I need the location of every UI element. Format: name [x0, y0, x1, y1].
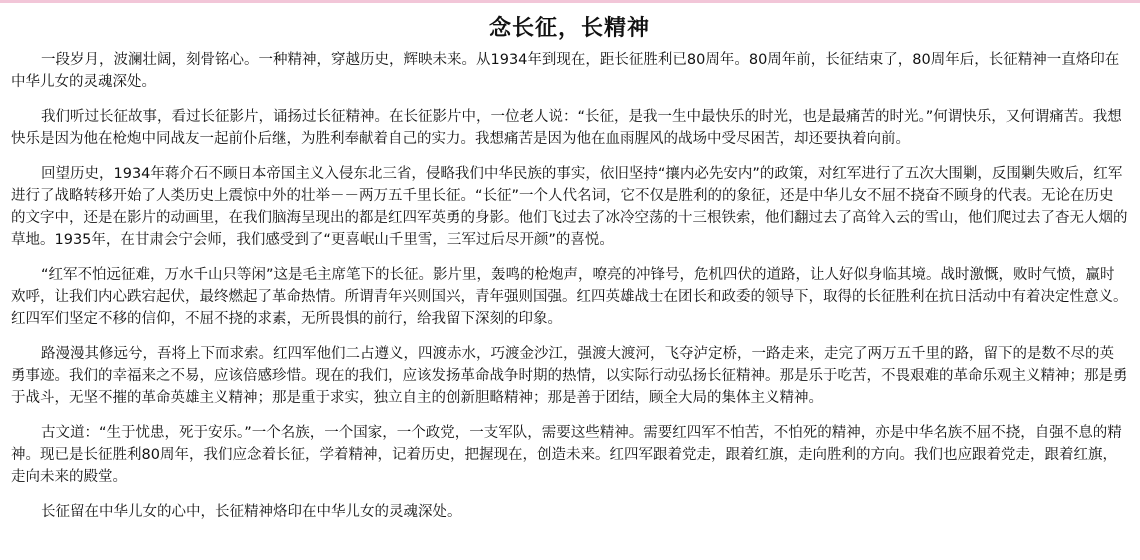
paragraph-3: 回望历史，1934年蒋介石不顾日本帝国主义入侵东北三省，侵略我们中华民族的事实，依旧坚持“攘内必先安内”的政策，对红军进行了五次大围剿，反围剿失败后，红军进行了战略转移开始了人类历史上震惊中外的壮举－－两万五千里长征。“长征”一个人代名词，它不仅是胜利的的象征，还是中华儿女不屈不挠奋不顾身的代表。无论在历史的文字中，还是在影片的动画里，在我们脑海呈现出的都是红四军英勇的身影。他们飞过去了冰冷空荡的十三根铁索，他们翻过去了高耸入云的雪山，他们爬过去了杳无人烟的草地。1935年，在甘肃会宁会师，我们感受到了“更喜岷山千里雪，三军过后尽开颜”的喜悦。	[11, 166, 1128, 248]
paragraph-1: 一段岁月，波澜壮阔，刻骨铭心。一种精神，穿越历史，辉映未来。从1934年到现在，距长征胜利已80周年。80周年前，长征结束了，80周年后，长征精神一直烙印在中华儿女的灵魂深处。	[11, 52, 1120, 90]
page-title: 念长征，长精神	[488, 16, 650, 41]
top-divider	[0, 0, 1140, 3]
paragraph-5: 路漫漫其修远兮，吾将上下而求索。红四军他们二占遵义，四渡赤水，巧渡金沙江，强渡大渡河，飞夺泸定桥，一路走来，走完了两万五千里的路，留下的是数不尽的英勇事迹。我们的幸福来之不易，应该倍感珍惜。现在的我们，应该发扬革命战争时期的热情，以实际行动弘扬长征精神。那是乐于吃苦，不畏艰难的革命乐观主义精神；那是勇于战斗，无坚不摧的革命英雄主义精神；那是重于求实，独立自主的创新胆略精神；那是善于团结，顾全大局的集体主义精神。	[11, 346, 1128, 406]
article	[0, 11, 1140, 523]
paragraph-4: “红军不怕远征难，万水千山只等闲”这是毛主席笔下的长征。影片里，轰鸣的枪炮声，嘹亮的冲锋号，危机四伏的道路，让人好似身临其境。战时激慨，败时气愤，赢时欢呼，让我们内心跌宕起伏，最终燃起了革命热情。所谓青年兴则国兴，青年强则国强。红四英雄战士在团长和政委的领导下，取得的长征胜利在抗日活动中有着决定性意义。红四军们坚定不移的信仰，不屈不挠的求素，无所畏惧的前行，给我留下深刻的印象。	[11, 267, 1128, 327]
paragraph-6: 古文道：“生于忧患，死于安乐。”一个名族，一个国家，一个政党，一支军队，需要这些精神。需要红四军不怕苦，不怕死的精神，亦是中华名族不屈不挠，自强不息的精神。现已是长征胜利80周年，我们应念着长征，学着精神，记着历史，把握现在，创造未来。红四军跟着党走，跟着红旗，走向胜利的方向。我们也应跟着党走，跟着红旗，走向未来的殿堂。	[11, 425, 1122, 485]
paragraph-7: 长征留在中华儿女的心中，长征精神烙印在中华儿女的灵魂深处。	[41, 504, 462, 520]
paragraph-2: 我们听过长征故事，看过长征影片，诵扬过长征精神。在长征影片中，一位老人说：“长征，是我一生中最快乐的时光，也是最痛苦的时光。”何谓快乐，又何谓痛苦。我想快乐是因为他在枪炮中同战友一起前仆后继，为胜利奉献着自己的实力。我想痛苦是因为他在血雨腥风的战场中受尽困苦，却还要执着向前。	[11, 109, 1122, 147]
